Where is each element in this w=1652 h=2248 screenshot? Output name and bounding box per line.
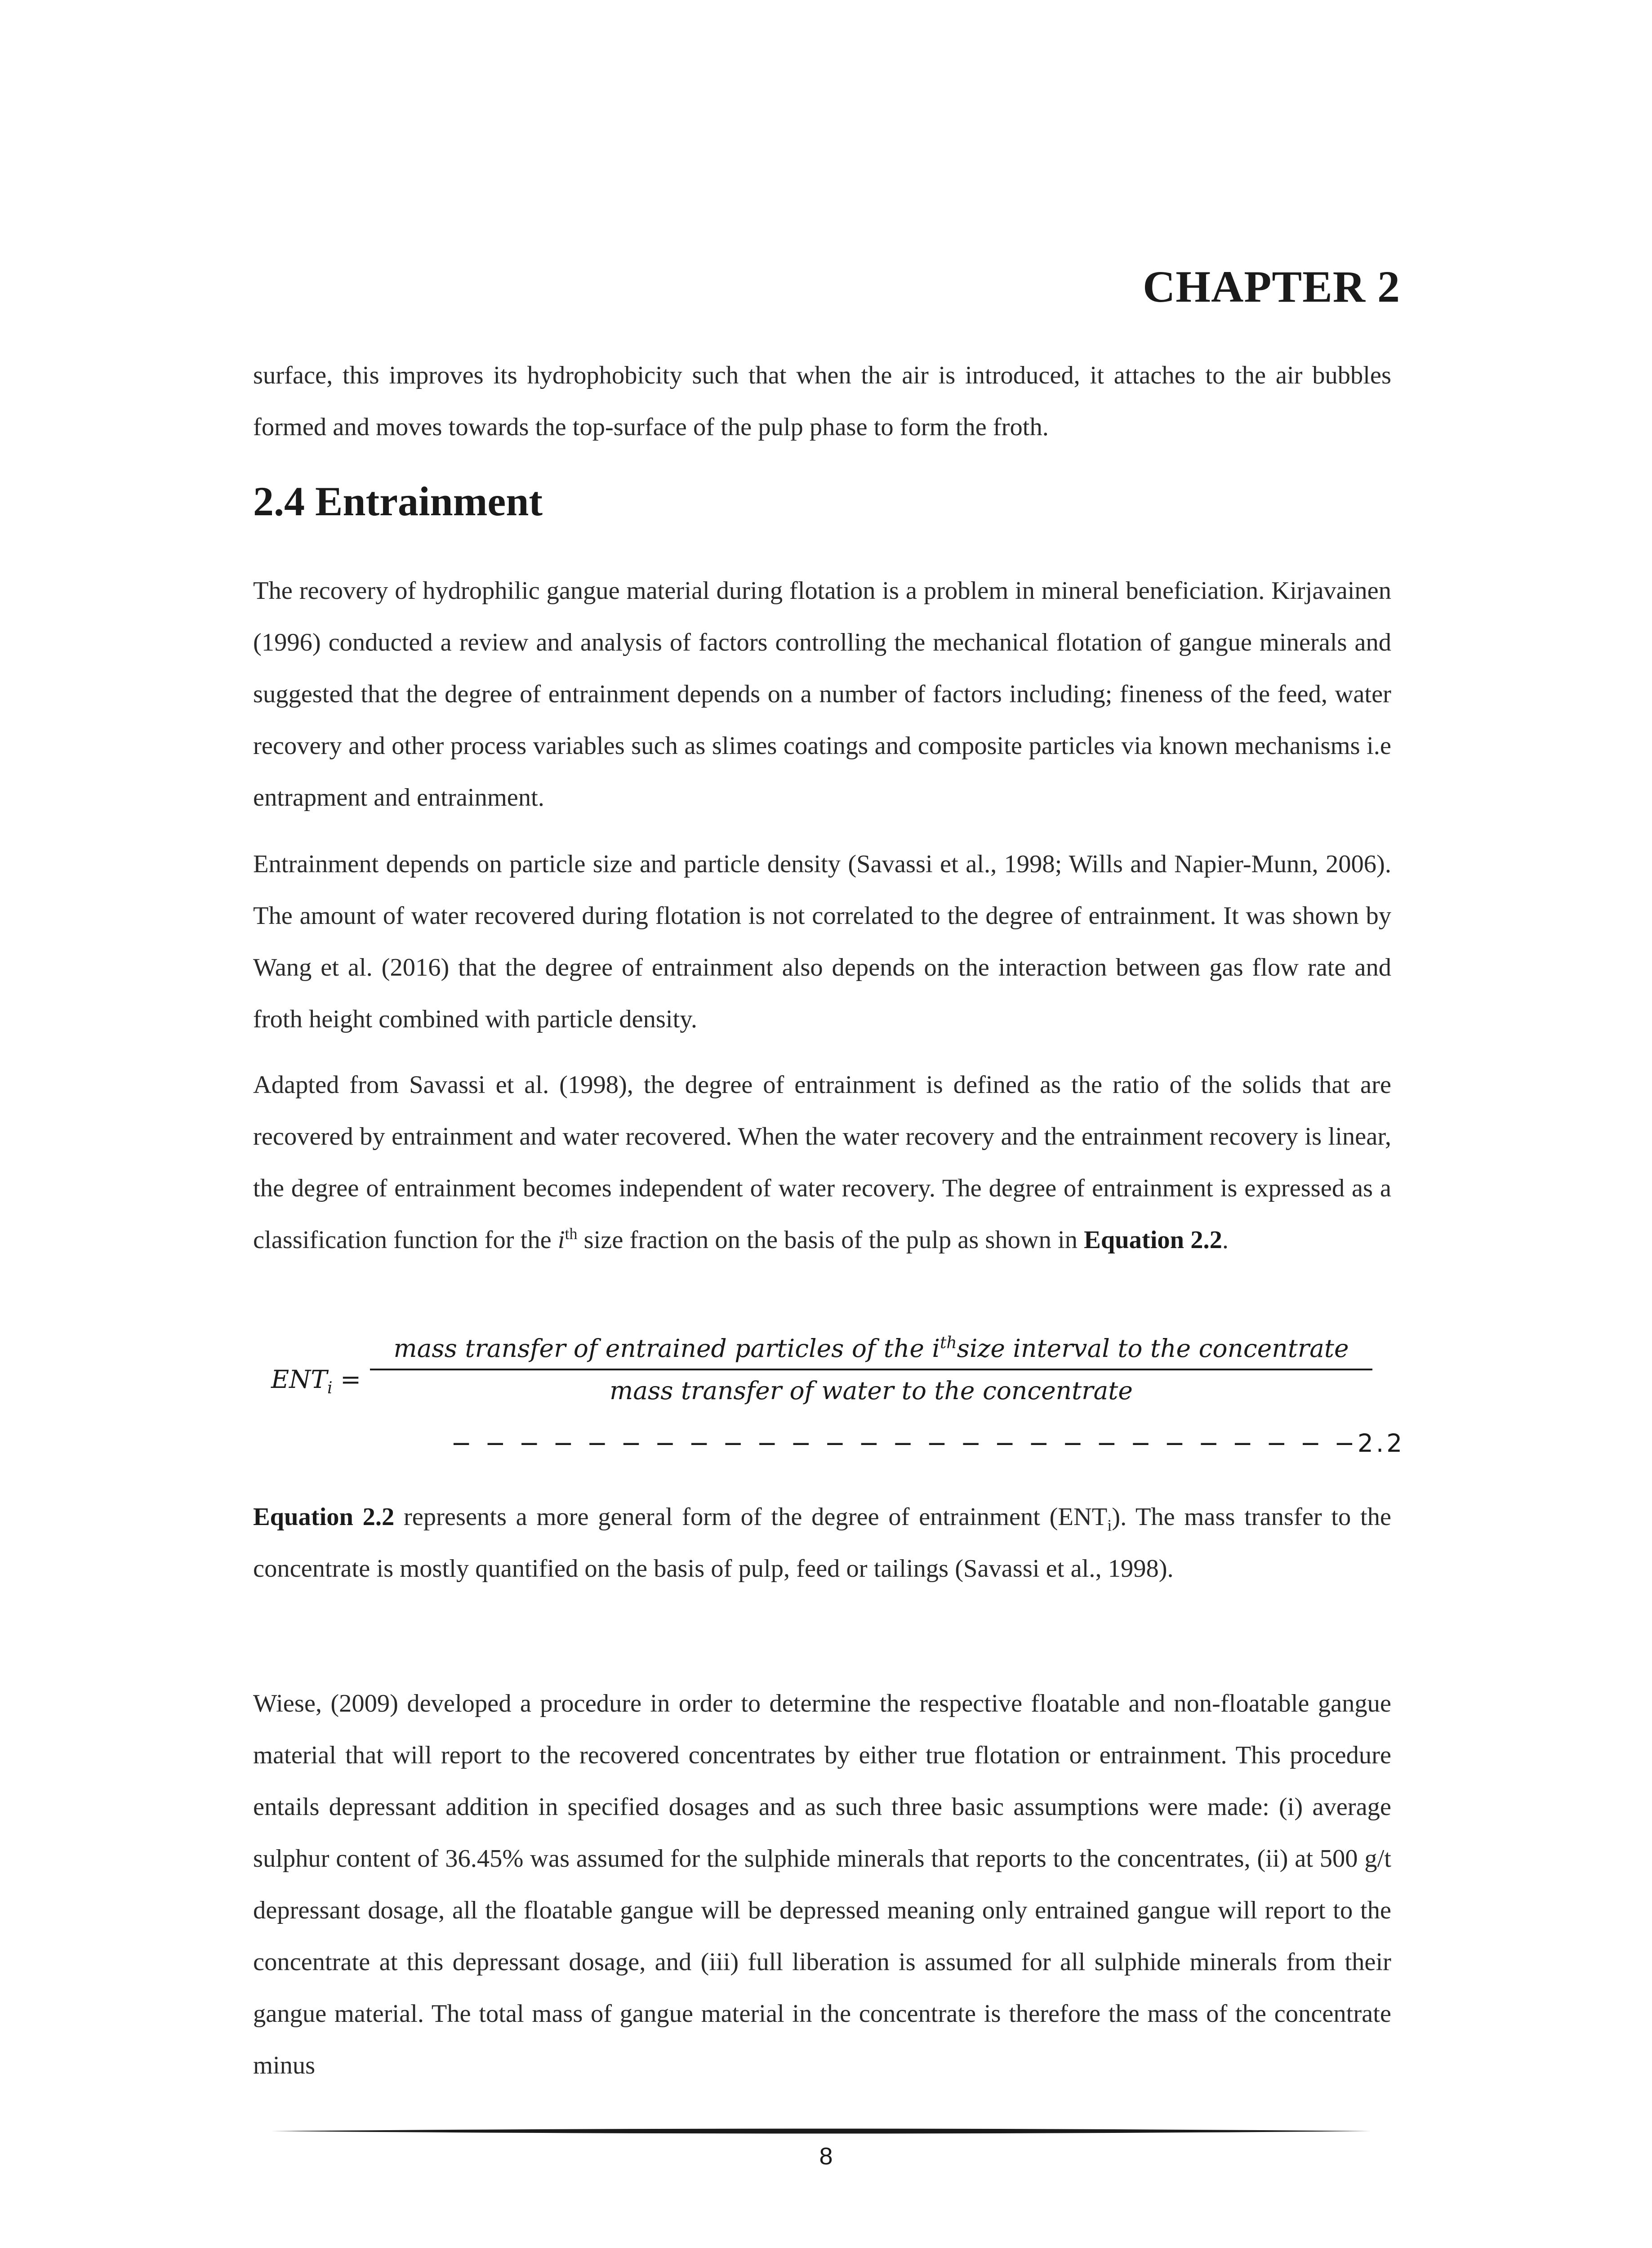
paragraph-text: size fraction on the basis of the pulp as shown in xyxy=(577,1226,1084,1254)
numerator-text: size interval to the concentrate xyxy=(957,1334,1349,1363)
equation-lhs xyxy=(271,1365,361,1397)
page-number: 8 xyxy=(819,2143,833,2170)
chapter-heading: CHAPTER 2 xyxy=(1143,262,1400,312)
paragraph-text: Adapted from Savassi et al. (1998), the degree of entrainment is defined as the ratio of the solids that are recovered by entrainment and water recovered. When the water recovery and the entrainment recovery is linear, the degree of entrainment becomes independent of water recovery. The degree of entrainment is expressed as a classification function for the xyxy=(253,1071,1391,1254)
section-title: 2.4 Entrainment xyxy=(253,478,543,524)
equation-denominator: mass transfer of water to the concentrate xyxy=(610,1376,1133,1405)
equation-lhs-symbol: ENT xyxy=(271,1365,327,1394)
paragraph-text: . xyxy=(1222,1226,1229,1254)
paragraph-general-form xyxy=(253,1491,1391,1595)
equation-lhs-subscript: i xyxy=(327,1379,333,1397)
fraction-bar xyxy=(370,1369,1372,1370)
equation-reference: Equation 2.2 xyxy=(253,1503,395,1531)
italic-i: i xyxy=(557,1226,565,1254)
paragraph-particle-size: Entrainment depends on particle size and particle density (Savassi et al., 1998; Wills and Napier-Munn, 2006). The amount of water recovered during flotation is not correlated to the degree of entrainment. It was shown by Wang et al. (2016) that the degree of entrainment also depends on the interaction between gas flow rate and froth height combined with particle density. xyxy=(253,850,1391,1033)
paragraph-text: represents a more general form of the degree of entrainment (ENT xyxy=(394,1503,1108,1531)
footer-divider xyxy=(271,2128,1372,2134)
numerator-text: mass transfer of entrained particles of the i xyxy=(393,1334,940,1363)
intro-paragraph: surface, this improves its hydrophobicity such that when the air is introduced, it attaches to the air bubbles formed and moves towards the top-surface of the pulp phase to form the froth. xyxy=(253,361,1391,441)
subscript-i: i xyxy=(1107,1516,1112,1534)
equation-reference: Equation 2.2 xyxy=(1084,1226,1222,1254)
paragraph-recovery: The recovery of hydrophilic gangue material during flotation is a problem in mineral beneficiation. Kirjavainen (1996) conducted a review and analysis of factors controlling the mechanical flotation of gangue minerals and suggested that the degree of entrainment depends on a number of factors including; fineness of the feed, water recovery and other process variables such as slimes coatings and composite particles via known mechanisms i.e entrapment and entrainment. xyxy=(253,577,1391,812)
equation-numerator xyxy=(370,1331,1372,1366)
equation-number-leader: − − − − − − − − − − − − − − − − − − − − − − − − − − −2.2 xyxy=(451,1429,1405,1458)
paragraph-text: ). The mass transfer to the concentrate is mostly quantified on the basis of pulp, feed or tailings (Savassi et al., 1998). xyxy=(253,1503,1391,1583)
paragraph-degree-definition xyxy=(253,1059,1391,1266)
numerator-superscript: th xyxy=(940,1334,957,1352)
paragraph-wiese-procedure: Wiese, (2009) developed a procedure in order to determine the respective floatable and non-floatable gangue material that will report to the recovered concentrates by either true flotation or entrainment. This procedure entails depressant addition in specified dosages and as such three basic assumptions were made: (i) average sulphur content of 36.45% was assumed for the sulphide minerals that reports to the concentrates, (ii) at 500 g/t depressant dosage, all the floatable gangue will be depressed meaning only entrained gangue will report to the concentrate at this depressant dosage, and (iii) full liberation is assumed for all sulphide minerals from their gangue material. The total mass of gangue material in the concentrate is therefore the mass of the concentrate minus xyxy=(253,1690,1391,2079)
equation-equals: = xyxy=(332,1365,361,1394)
superscript-th: th xyxy=(565,1225,578,1243)
equation-fraction xyxy=(370,1331,1372,1408)
equation-2-2 xyxy=(253,1331,1405,1466)
